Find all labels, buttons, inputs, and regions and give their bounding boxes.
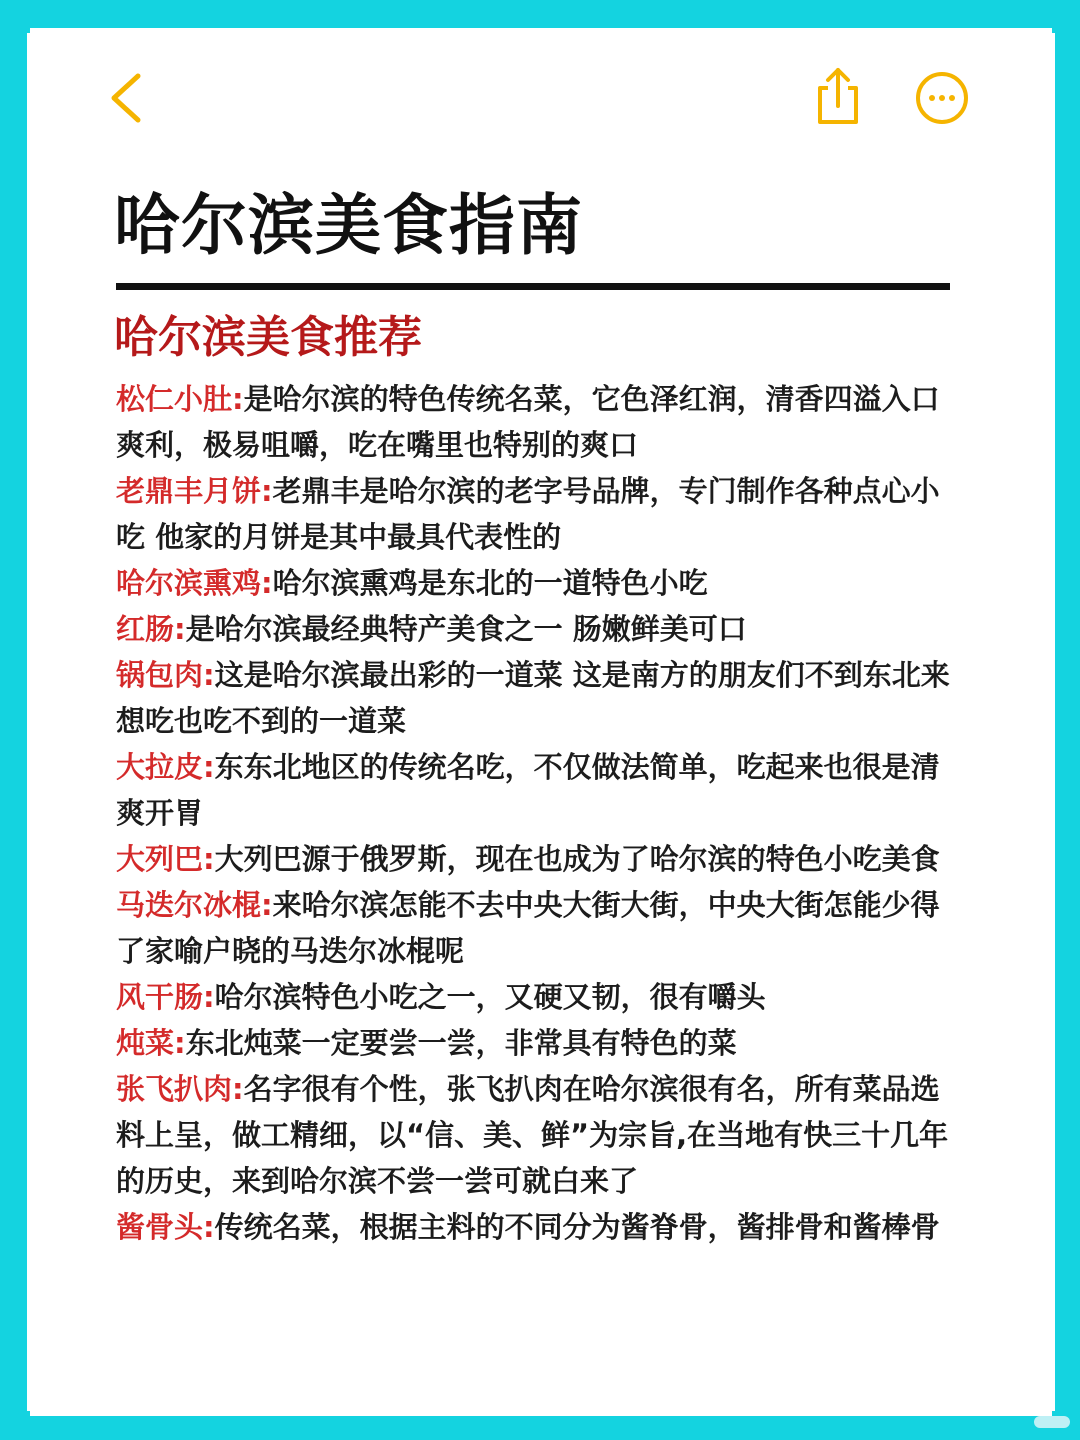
food-name: 酱骨头: — [116, 1210, 215, 1244]
food-name: 马迭尔冰棍: — [116, 888, 273, 922]
food-entry — [116, 606, 956, 652]
food-name: 老鼎丰月饼: — [116, 474, 273, 508]
food-entry — [116, 1066, 956, 1204]
food-entry — [116, 836, 956, 882]
share-button[interactable] — [812, 64, 864, 128]
food-name: 哈尔滨熏鸡: — [116, 566, 273, 600]
food-entry — [116, 974, 956, 1020]
food-entry — [116, 468, 956, 560]
food-entry — [116, 376, 956, 468]
more-icon — [914, 70, 970, 126]
page-title: 哈尔滨美食指南 — [114, 187, 583, 264]
food-entry — [116, 560, 956, 606]
food-name: 风干肠: — [116, 980, 215, 1014]
food-description: 老鼎丰是哈尔滨的老字号品牌，专门制作各种点心小吃 他家的月饼是其中最具代表性的 — [116, 474, 940, 554]
food-name: 大列巴: — [116, 842, 215, 876]
food-list — [116, 376, 956, 1250]
food-name: 张飞扒肉: — [116, 1072, 244, 1106]
food-description: 是哈尔滨最经典特产美食之一 肠嫩鲜美可口 — [185, 612, 747, 646]
food-description: 东北炖菜一定要尝一尝，非常具有特色的菜 — [185, 1026, 737, 1060]
food-description: 名字很有个性，张飞扒肉在哈尔滨很有名，所有菜品选料上呈，做工精细，以“信、美、鲜”为宗旨,在当地有快三十几年的历史，来到哈尔滨不尝一尝可就白来了 — [116, 1072, 949, 1198]
share-icon — [812, 64, 864, 128]
title-divider — [116, 283, 950, 290]
food-description: 来哈尔滨怎能不去中央大街大街，中央大街怎能少得了家喻户晓的马迭尔冰棍呢 — [116, 888, 940, 968]
more-button[interactable] — [914, 70, 970, 126]
food-entry — [116, 882, 956, 974]
food-description: 东东北地区的传统名吃，不仅做法简单，吃起来也很是清爽开胃 — [116, 750, 940, 830]
food-name: 锅包肉: — [116, 658, 215, 692]
food-description: 大列巴源于俄罗斯，现在也成为了哈尔滨的特色小吃美食 — [214, 842, 940, 876]
top-toolbar — [30, 36, 1052, 156]
food-entry — [116, 744, 956, 836]
note-card — [30, 36, 1052, 1408]
food-name: 大拉皮: — [116, 750, 215, 784]
food-name: 炖菜: — [116, 1026, 186, 1060]
food-entry — [116, 1204, 956, 1250]
food-name: 松仁小肚: — [116, 382, 244, 416]
food-description: 哈尔滨特色小吃之一，又硬又韧，很有嚼头 — [214, 980, 766, 1014]
food-description: 这是哈尔滨最出彩的一道菜 这是南方的朋友们不到东北来想吃也吃不到的一道菜 — [116, 658, 950, 738]
section-title: 哈尔滨美食推荐 — [114, 312, 422, 363]
chevron-left-icon — [104, 68, 148, 128]
food-description: 传统名菜，根据主料的不同分为酱脊骨，酱排骨和酱棒骨 — [214, 1210, 940, 1244]
watermark-badge — [1034, 1416, 1070, 1428]
food-description: 哈尔滨熏鸡是东北的一道特色小吃 — [272, 566, 708, 600]
food-name: 红肠: — [116, 612, 186, 646]
food-entry — [116, 652, 956, 744]
back-button[interactable] — [104, 68, 148, 128]
food-description: 是哈尔滨的特色传统名菜，它色泽红润，清香四溢入口爽利，极易咀嚼，吃在嘴里也特别的爽口 — [116, 382, 940, 462]
food-entry — [116, 1020, 956, 1066]
